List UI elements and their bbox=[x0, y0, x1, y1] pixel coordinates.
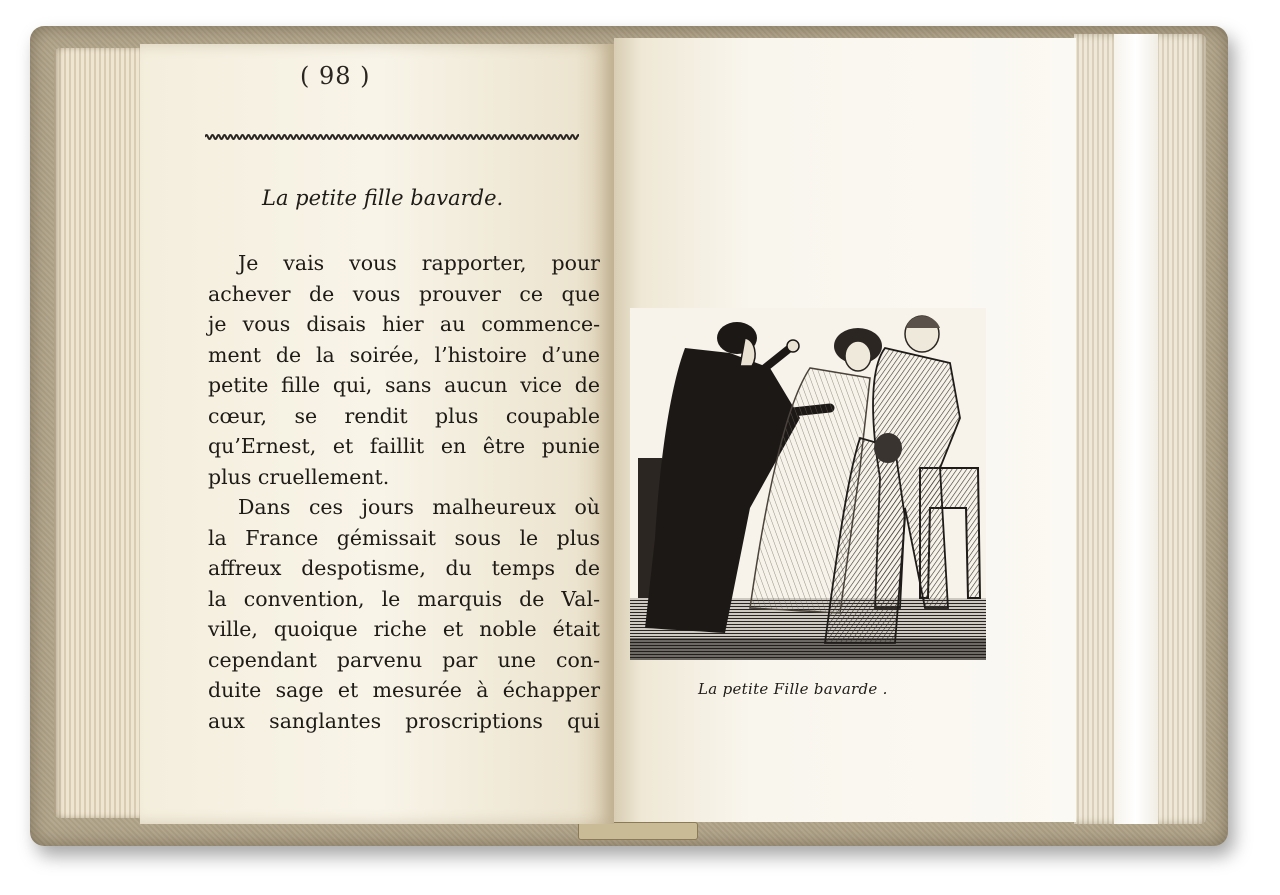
text-line: petite fille qui, sans aucun vice de bbox=[208, 373, 600, 397]
body-text bbox=[208, 248, 600, 736]
spine-clasp bbox=[578, 822, 698, 840]
chapter-title: La petite fille bavarde. bbox=[262, 186, 504, 210]
text-line: la France gémissait sous le plus bbox=[208, 525, 600, 550]
text-line: achever de vous prouver ce que bbox=[208, 281, 600, 306]
text-line: aux sanglantes proscriptions qui bbox=[208, 708, 600, 733]
text-line: duite sage et mesurée à échapper bbox=[208, 678, 600, 702]
page-edges-right bbox=[1074, 34, 1206, 824]
illustration-caption: La petite Fille bavarde . bbox=[698, 680, 888, 698]
text-line: cœur, se rendit plus coupable bbox=[208, 403, 600, 428]
text-line: plus cruellement. bbox=[208, 464, 390, 489]
engraving-illustration bbox=[630, 308, 986, 660]
text-line: qu’Ernest, et faillit en être punie bbox=[208, 434, 600, 458]
text-line: Dans ces jours malheureux où bbox=[238, 495, 600, 519]
text-line: cependant parvenu par une con- bbox=[208, 647, 600, 672]
page-number: ( 98 ) bbox=[300, 62, 371, 90]
text-line: la convention, le marquis de Val- bbox=[208, 586, 600, 611]
text-line: affreux despotisme, du temps de bbox=[208, 556, 600, 580]
decorative-rule bbox=[205, 132, 579, 142]
page-edges-left bbox=[54, 48, 150, 818]
text-line: Je vais vous rapporter, pour bbox=[238, 251, 600, 275]
text-line: je vous disais hier au commence- bbox=[208, 312, 600, 336]
text-line: ville, quoique riche et noble était bbox=[208, 617, 600, 641]
text-line: ment de la soirée, l’histoire d’une bbox=[208, 342, 600, 367]
